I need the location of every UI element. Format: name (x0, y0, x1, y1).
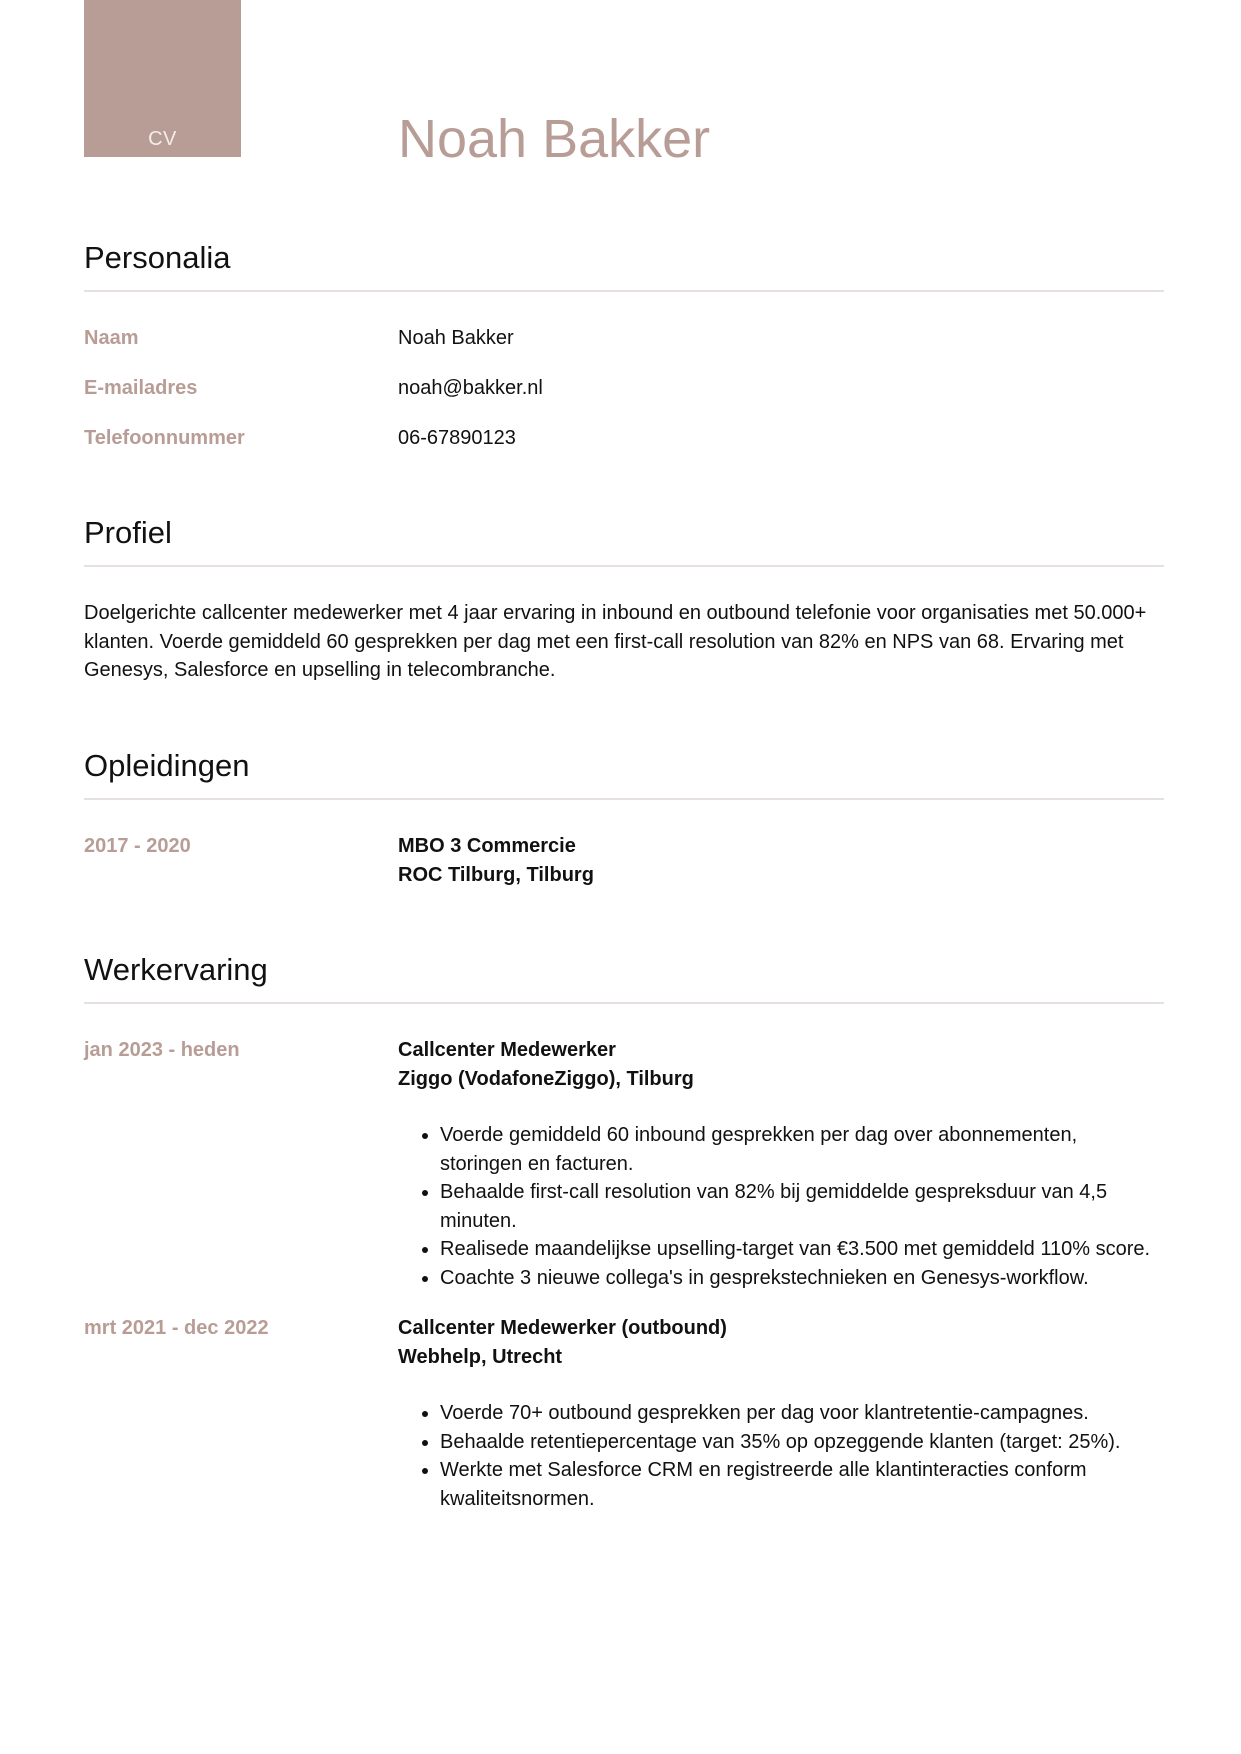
entry-period: mrt 2021 - dec 2022 (84, 1317, 269, 1339)
education-entry (84, 832, 1164, 889)
work-entry (84, 1314, 1164, 1513)
bullet-item: • Realisede maandelijkse upselling-target van €3.500 met gemiddeld 110% score. (440, 1235, 1164, 1264)
cv-badge-label: CV (148, 128, 177, 150)
section-personalia (84, 238, 1164, 475)
personalia-row-naam (84, 325, 1164, 375)
entry-title: Callcenter Medewerker (outbound) (398, 1317, 727, 1339)
section-title-personalia: Personalia (84, 238, 1164, 292)
entry-period: 2017 - 2020 (84, 835, 191, 857)
section-title-profiel: Profiel (84, 513, 1164, 567)
entry-bullets (398, 1121, 1164, 1292)
entry-title: Callcenter Medewerker (398, 1039, 616, 1061)
section-profiel (84, 513, 1164, 685)
entry-organization: Ziggo (VodafoneZiggo), Tilburg (398, 1067, 694, 1090)
field-label: Naam (84, 327, 139, 349)
entry-organization: ROC Tilburg, Tilburg (398, 863, 594, 886)
entry-title: MBO 3 Commercie (398, 835, 576, 857)
bullet-item: • Coachte 3 nieuwe collega's in gesprekstechnieken en Genesys-workflow. (440, 1264, 1164, 1293)
section-title-werkervaring: Werkervaring (84, 950, 1164, 1004)
personalia-row-email (84, 375, 1164, 425)
candidate-name: Noah Bakker (398, 109, 711, 169)
field-value: 06-67890123 (398, 427, 516, 449)
bullet-item: • Behaalde retentiepercentage van 35% op opzeggende klanten (target: 25%). (440, 1428, 1164, 1457)
entry-bullets (398, 1399, 1164, 1513)
bullet-item: • Werkte met Salesforce CRM en registreerde alle klantinteracties conform kwaliteitsnormen. (440, 1456, 1164, 1513)
section-opleidingen (84, 746, 1164, 889)
field-value: noah@bakker.nl (398, 377, 543, 399)
entry-period: jan 2023 - heden (84, 1039, 240, 1061)
personalia-row-telefoon (84, 425, 1164, 475)
work-entry (84, 1036, 1164, 1292)
bullet-item: • Behaalde first-call resolution van 82% bij gemiddelde gespreksduur van 4,5 minuten. (440, 1178, 1164, 1235)
cv-badge (84, 0, 241, 157)
profile-text: Doelgerichte callcenter medewerker met 4 jaar ervaring in inbound en outbound telefonie voor organisaties met 50.000+ klanten. Voerde gemiddeld 60 gesprekken per dag met een first-call resolution van 82% en NPS van 68. Ervaring met Genesys, Salesforce en upselling in telecombranche. (84, 602, 1147, 681)
field-label: E-mailadres (84, 377, 198, 399)
field-label: Telefoonnummer (84, 427, 245, 449)
entry-organization: Webhelp, Utrecht (398, 1345, 563, 1368)
section-title-opleidingen: Opleidingen (84, 746, 1164, 800)
field-value: Noah Bakker (398, 327, 514, 349)
section-werkervaring (84, 950, 1164, 1513)
bullet-item: • Voerde gemiddeld 60 inbound gesprekken per dag over abonnementen, storingen en facturen. (440, 1121, 1164, 1178)
bullet-item: • Voerde 70+ outbound gesprekken per dag voor klantretentie-campagnes. (440, 1399, 1164, 1428)
